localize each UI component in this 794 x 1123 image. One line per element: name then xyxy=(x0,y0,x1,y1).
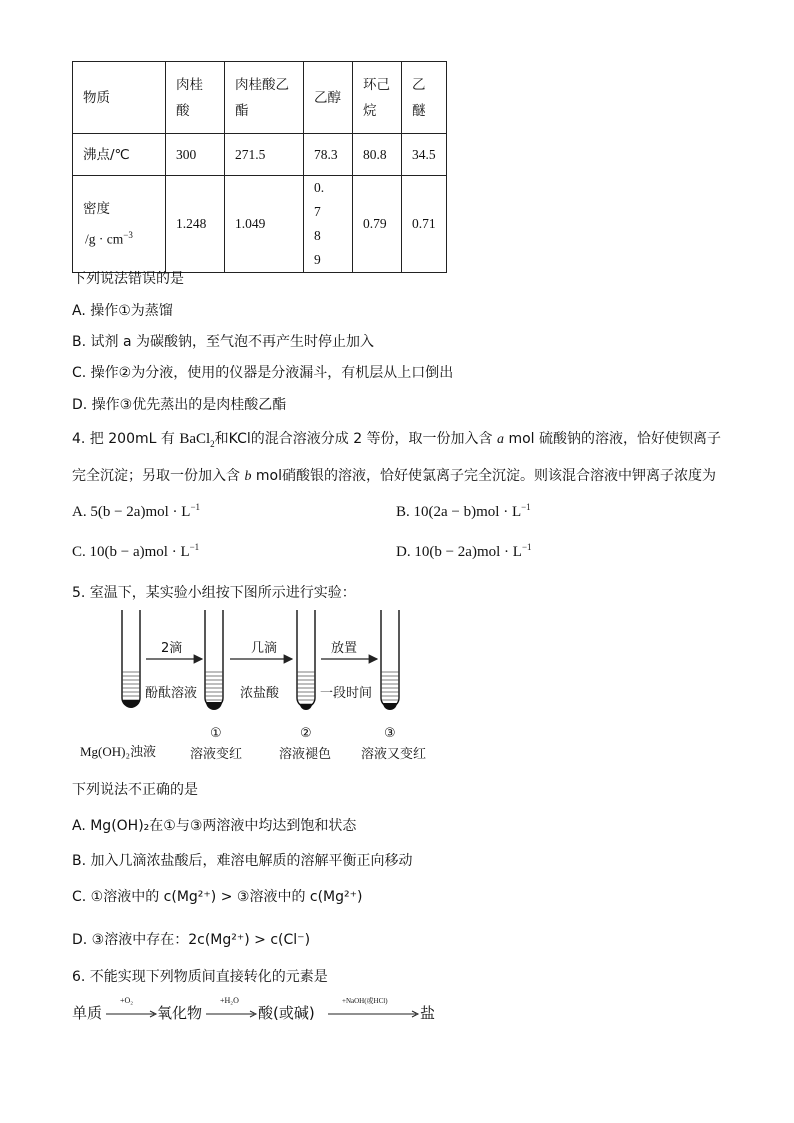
q4-option-c[interactable]: C. $10(b - a)mol \cdot L^{-1}$ xyxy=(72,542,200,560)
test-tube-2 xyxy=(297,610,315,710)
tube-1-label: 溶液变红 xyxy=(190,747,243,762)
test-tube-3 xyxy=(381,610,399,710)
table-cell: 1.049 xyxy=(225,176,304,273)
experiment-diagram xyxy=(110,606,420,718)
chain-salt: 盐 xyxy=(420,1004,436,1022)
q5-option-b[interactable]: B. 加入几滴浓盐酸后，难溶电解质的溶解平衡正向移动 xyxy=(72,853,413,869)
tube-3-label: 溶液又变红 xyxy=(361,747,427,762)
table-cell: 肉桂酸乙酯 xyxy=(225,62,304,134)
arrow-3-bottom-label: 一段时间 xyxy=(320,686,373,701)
q5-option-a[interactable]: A. Mg(OH)₂在①与③两溶液中均达到饱和状态 xyxy=(72,818,357,834)
test-tube-0 xyxy=(122,610,140,708)
chain-acid-or-base: 酸(或碱) xyxy=(258,1004,315,1022)
table-cell: 300 xyxy=(166,134,225,176)
q4-option-d[interactable]: D. $10(b - 2a)mol \cdot L^{-1}$ xyxy=(396,542,532,560)
table-cell: 环己烷 xyxy=(353,62,402,134)
table-cell: 80.8 xyxy=(353,134,402,176)
tube-2-number: ② xyxy=(300,726,312,741)
chain-arrow-3-label: +NaOH(或HCl) xyxy=(342,997,388,1005)
table-cell: 肉桂酸 xyxy=(166,62,225,134)
q5-ask: 下列说法不正确的是 xyxy=(72,782,198,798)
q3-option-c[interactable]: C. 操作②为分液，使用的仪器是分液漏斗，有机层从上口倒出 xyxy=(72,365,454,381)
chain-arrow-2-label: +H₂O xyxy=(220,996,239,1005)
table-cell: 34.5 xyxy=(402,134,447,176)
arrow-1-top-label: 2滴 xyxy=(161,641,183,656)
arrow-3-top-label: 放置 xyxy=(331,641,358,656)
q4-option-a[interactable]: A. $5(b - 2a)mol \cdot L^{-1}$ xyxy=(72,502,201,520)
tube-1-number: ① xyxy=(210,726,222,741)
table-cell: 1.248 xyxy=(166,176,225,273)
q6-stem: 6. 不能实现下列物质间直接转化的元素是 xyxy=(72,969,328,985)
chain-arrow-2 xyxy=(206,1010,258,1018)
table-cell: 密度 $/g \cdot cm^{-3}$ xyxy=(73,176,166,273)
q4-stem-line2: 完全沉淀；另取一份加入含 b mol硝酸银的溶液，恰好使氯离子完全沉淀。则该混合溶液中钾离子浓度为 xyxy=(72,468,716,484)
arrow-2-top-label: 几滴 xyxy=(251,641,278,656)
table-cell: 沸点/℃ xyxy=(73,134,166,176)
tube-0-label: Mg(OH)₂浊液 xyxy=(80,744,157,759)
q5-stem: 5. 室温下，某实验小组按下图所示进行实验： xyxy=(72,585,356,601)
chain-simple-substance: 单质 xyxy=(72,1004,103,1022)
chain-arrow-1 xyxy=(106,1010,158,1018)
table-cell: 物质 xyxy=(73,62,166,134)
q3-option-d[interactable]: D. 操作③优先蒸出的是肉桂酸乙酯 xyxy=(72,397,287,413)
q3-option-b[interactable]: B. 试剂 a 为碳酸钠，至气泡不再产生时停止加入 xyxy=(72,334,374,350)
table-cell: 78.3 xyxy=(304,134,353,176)
table-row xyxy=(73,62,447,134)
property-table xyxy=(72,61,447,273)
arrow-2-bottom-label: 浓盐酸 xyxy=(240,686,280,701)
arrow-1-bottom-label: 酚酞溶液 xyxy=(145,686,198,701)
q3-stem: 下列说法错误的是 xyxy=(72,271,184,287)
table-cell: 0.71 xyxy=(402,176,447,273)
table-cell: 乙醇 xyxy=(304,62,353,134)
q3-option-a[interactable]: A. 操作①为蒸馏 xyxy=(72,303,173,319)
q5-option-d[interactable]: D. ③溶液中存在：2c(Mg²⁺) > c(Cl⁻) xyxy=(72,932,311,948)
table-cell: 0.789 xyxy=(304,176,353,273)
chain-arrow-1-label: +O₂ xyxy=(120,996,134,1005)
tube-2-label: 溶液褪色 xyxy=(279,747,332,762)
table-cell: 271.5 xyxy=(225,134,304,176)
table-row xyxy=(73,176,447,273)
q4-option-b[interactable]: B. $10(2a - b)mol \cdot L^{-1}$ xyxy=(396,502,531,520)
chain-arrow-3 xyxy=(328,1010,420,1018)
q5-option-c[interactable]: C. ①溶液中的 c(Mg²⁺) > ③溶液中的 c(Mg²⁺) xyxy=(72,889,363,905)
table-cell: 乙醚 xyxy=(402,62,447,134)
table-cell: 0.79 xyxy=(353,176,402,273)
table-row xyxy=(73,134,447,176)
chain-oxide: 氧化物 xyxy=(157,1004,203,1022)
test-tube-1 xyxy=(205,610,223,710)
q4-stem-line1: 4. 把 200mL 有 BaCl$_2$和KCl的混合溶液分成 2 等份，取一份加入含 a mol 硫酸钠的溶液，恰好使钡离子 xyxy=(72,431,722,449)
q6-conversion-chain xyxy=(72,996,472,1026)
tube-3-number: ③ xyxy=(384,726,396,741)
